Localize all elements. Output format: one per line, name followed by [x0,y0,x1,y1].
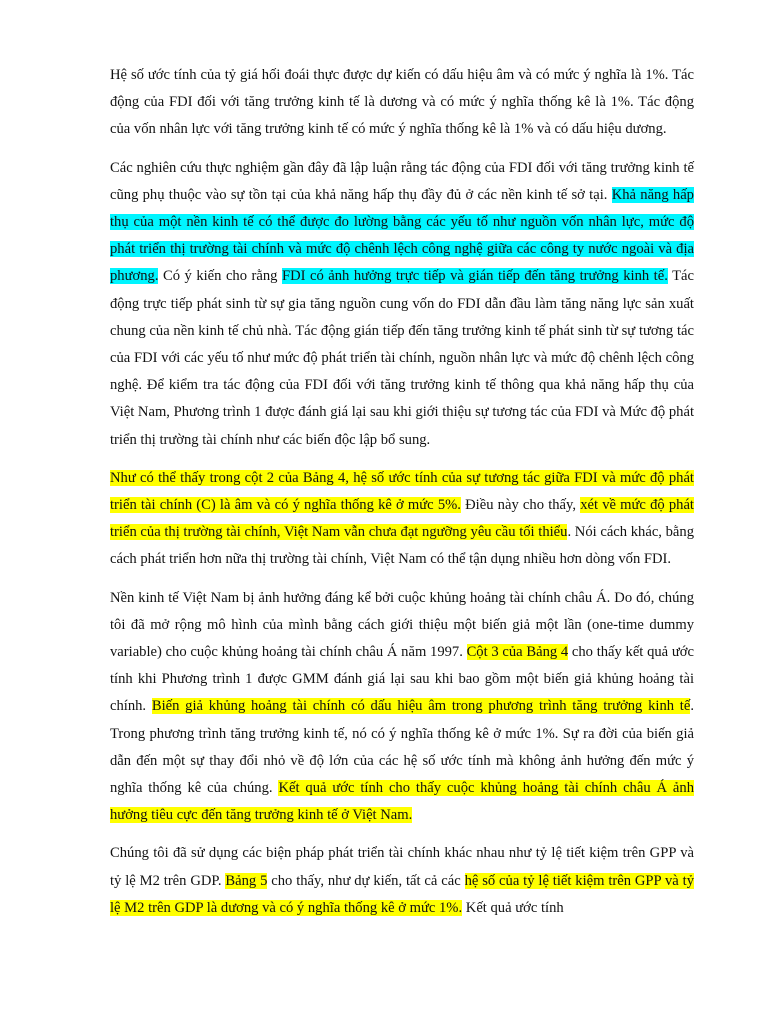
text-segment: cho thấy kết quả ước tính khi Phương trình 1 được GMM đánh giá lại sau khi bao gồm một biến giả khủng hoảng tài chính. [110,644,694,715]
highlighted-text: hệ số của tỷ lệ tiết kiệm trên GPP và tỷ lệ M2 trên GDP là dương và có ý nghĩa thống kê ở mức 1%. [110,872,694,916]
text-segment: Hệ số ước tính của tỷ giá hối đoái thực được dự kiến có dấu hiệu âm và có mức ý nghĩa là 1%. Tác động của FDI đối với tăng trưởng kinh tế là dương và có mức ý nghĩa thống kê là 1%. Tác động của vốn nhân lực với tăng trưởng kinh tế có mức ý nghĩa thống kê là 1% và có dấu hiệu dương. [110,67,694,138]
paragraph-1 [110,62,694,144]
highlighted-text: FDI có ảnh hưởng trực tiếp và gián tiếp đến tăng trưởng kinh tế. [281,268,668,285]
highlighted-text: Cột 3 của Bảng 4 [466,644,569,661]
text-segment: . Nói cách khác, bằng cách phát triển hơn nữa thị trường tài chính, Việt Nam có thể tận dụng nhiều hơn dòng vốn FDI. [110,524,695,568]
paragraph-4 [110,585,694,830]
highlighted-text: Bảng 5 [225,872,268,889]
highlighted-text: Kết quả ước tính cho thấy cuộc khủng hoảng tài chính châu Á ảnh hưởng tiêu cực đến tăng trưởng kinh tế ở Việt Nam. [110,780,694,824]
text-segment: Chúng tôi đã sử dụng các biện pháp phát triển tài chính khác nhau như tỷ lệ tiết kiệm trên GPP và tỷ lệ M2 trên GDP. [110,845,694,889]
text-segment: Các nghiên cứu thực nghiệm gần đây đã lập luận rằng tác động của FDI đối với tăng trưởng kinh tế cũng phụ thuộc vào sự tồn tại của khả năng hấp thụ đầy đủ ở các nền kinh tế sở tại. [110,159,694,203]
highlighted-text: Biến giả khủng hoảng tài chính có dấu hiệu âm trong phương trình tăng trưởng kinh tế [151,698,691,715]
text-segment: . Trong phương trình tăng trưởng kinh tế, nó có ý nghĩa thống kê ở mức 1%. Sự ra đời của biến giả dẫn đến một sự thay đổi nhỏ về độ lớn của các hệ số ước tính mà không ảnh hưởng đến mức ý nghĩa thống kê của chúng. [110,698,694,797]
text-segment: Kết quả ước tính [462,899,564,916]
paragraph-2 [110,155,694,454]
highlighted-text: Như có thể thấy trong cột 2 của Bảng 4, hệ số ước tính của sự tương tác giữa FDI và mức độ phát triển tài chính (C) là âm và có ý nghĩa thống kê ở mức 5%. [110,469,694,514]
text-segment: cho thấy, như dự kiến, tất cả các [267,872,465,889]
paragraph-3 [110,465,694,574]
document-page [110,62,694,933]
text-segment: Tác động trực tiếp phát sinh từ sự gia tăng nguồn cung vốn do FDI dẫn đầu làm tăng năng lực sản xuất chung của nền kinh tế chủ nhà. Tác động gián tiếp đến tăng trưởng kinh tế phát sinh từ sự tương tác của FDI với các yếu tố như mức độ phát triển tài chính, nguồn nhân lực và mức độ chênh lệch công nghệ. Để kiểm tra tác động của FDI đối với tăng trưởng kinh tế thông qua khả năng hấp thụ của Việt Nam, Phương trình 1 được đánh giá lại sau khi giới thiệu sự tương tác của FDI và Mức độ phát triển thị trường tài chính như các biến độc lập bổ sung. [110,268,694,448]
text-segment: Điều này cho thấy, [460,497,581,514]
highlighted-text: xét về mức độ phát triển của thị trường tài chính, Việt Nam vẫn chưa đạt ngưỡng yêu cầu tối thiểu [110,497,694,541]
text-segment: Có ý kiến cho rằng [158,268,282,285]
text-segment: Nền kinh tế Việt Nam bị ảnh hưởng đáng kể bởi cuộc khủng hoảng tài chính châu Á. Do đó, chúng tôi đã mở rộng mô hình của mình bằng cách giới thiệu một biến giả một lần (one-time dummy variable) cho cuộc khủng hoảng tài chính châu Á năm 1997. [110,589,694,661]
highlighted-text: Khả năng hấp thụ của một nền kinh tế có thể được đo lường bằng các yếu tố như nguồn vốn nhân lực, mức độ phát triển thị trường tài chính và mức độ chênh lệch công nghệ giữa các công ty nước ngoài và địa phương. [110,186,694,285]
paragraph-5 [110,840,694,922]
